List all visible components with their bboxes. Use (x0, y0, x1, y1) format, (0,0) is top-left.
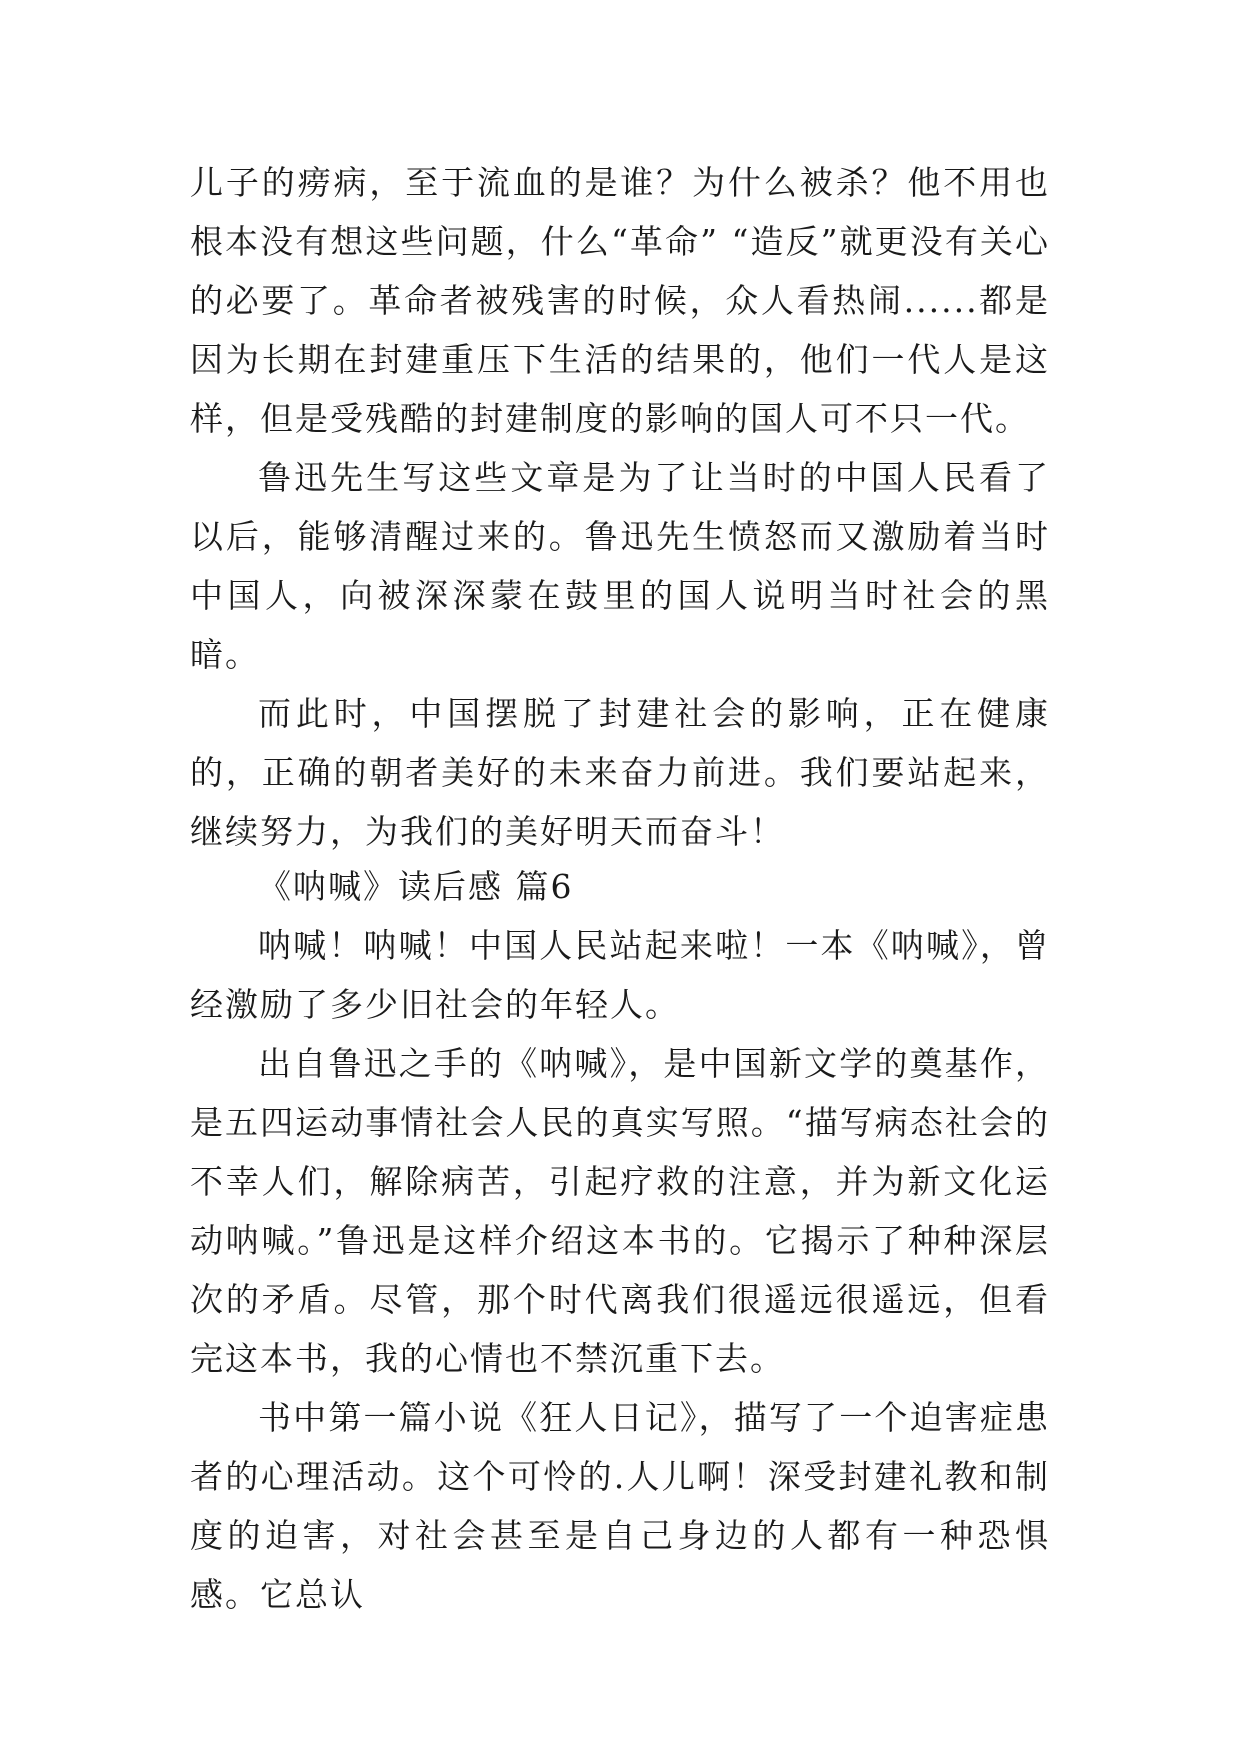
paragraph: 鲁迅先生写这些文章是为了让当时的中国人民看了以后，能够清醒过来的。鲁迅先生愤怒而又激励着当时中国人，向被深深蒙在鼓里的国人说明当时社会的黑暗。 (190, 458, 1050, 674)
section-b (190, 916, 1050, 1624)
paragraph: 出自鲁迅之手的《呐喊》，是中国新文学的奠基作，是五四运动事情社会人民的真实写照。“描写病态社会的不幸人们，解除病苦，引起疗救的注意，并为新文化运动呐喊。”鲁迅是这样介绍这本书的。它揭示了种种深层次的矛盾。尽管，那个时代离我们很遥远很遥远，但看完这本书，我的心情也不禁沉重下去。 (190, 1044, 1050, 1378)
paragraph: 书中第一篇小说《狂人日记》，描写了一个迫害症患者的心理活动。这个可怜的.人儿啊！深受封建礼教和制度的迫害，对社会甚至是自己身边的人都有一种恐惧感。它总认 (190, 1398, 1050, 1614)
section-heading: 《呐喊》读后感 篇6 (258, 867, 574, 906)
paragraph: 儿子的痨病，至于流血的是谁？为什么被杀？他不用也根本没有想这些问题，什么“革命” “造反”就更没有关心的必要了。革命者被残害的时候，众人看热闹......都是因为长期在封建重压下生活的结果的，他们一代人是这样，但是受残酷的封建制度的影响的国人可不只一代。 (190, 163, 1050, 438)
section-a (190, 153, 1050, 861)
paragraph: 呐喊！呐喊！中国人民站起来啦！一本《呐喊》，曾经激励了多少旧社会的年轻人。 (190, 926, 1050, 1024)
paragraph: 而此时，中国摆脱了封建社会的影响，正在健康的，正确的朝者美好的未来奋力前进。我们要站起来，继续努力，为我们的美好明天而奋斗！ (190, 694, 1050, 851)
